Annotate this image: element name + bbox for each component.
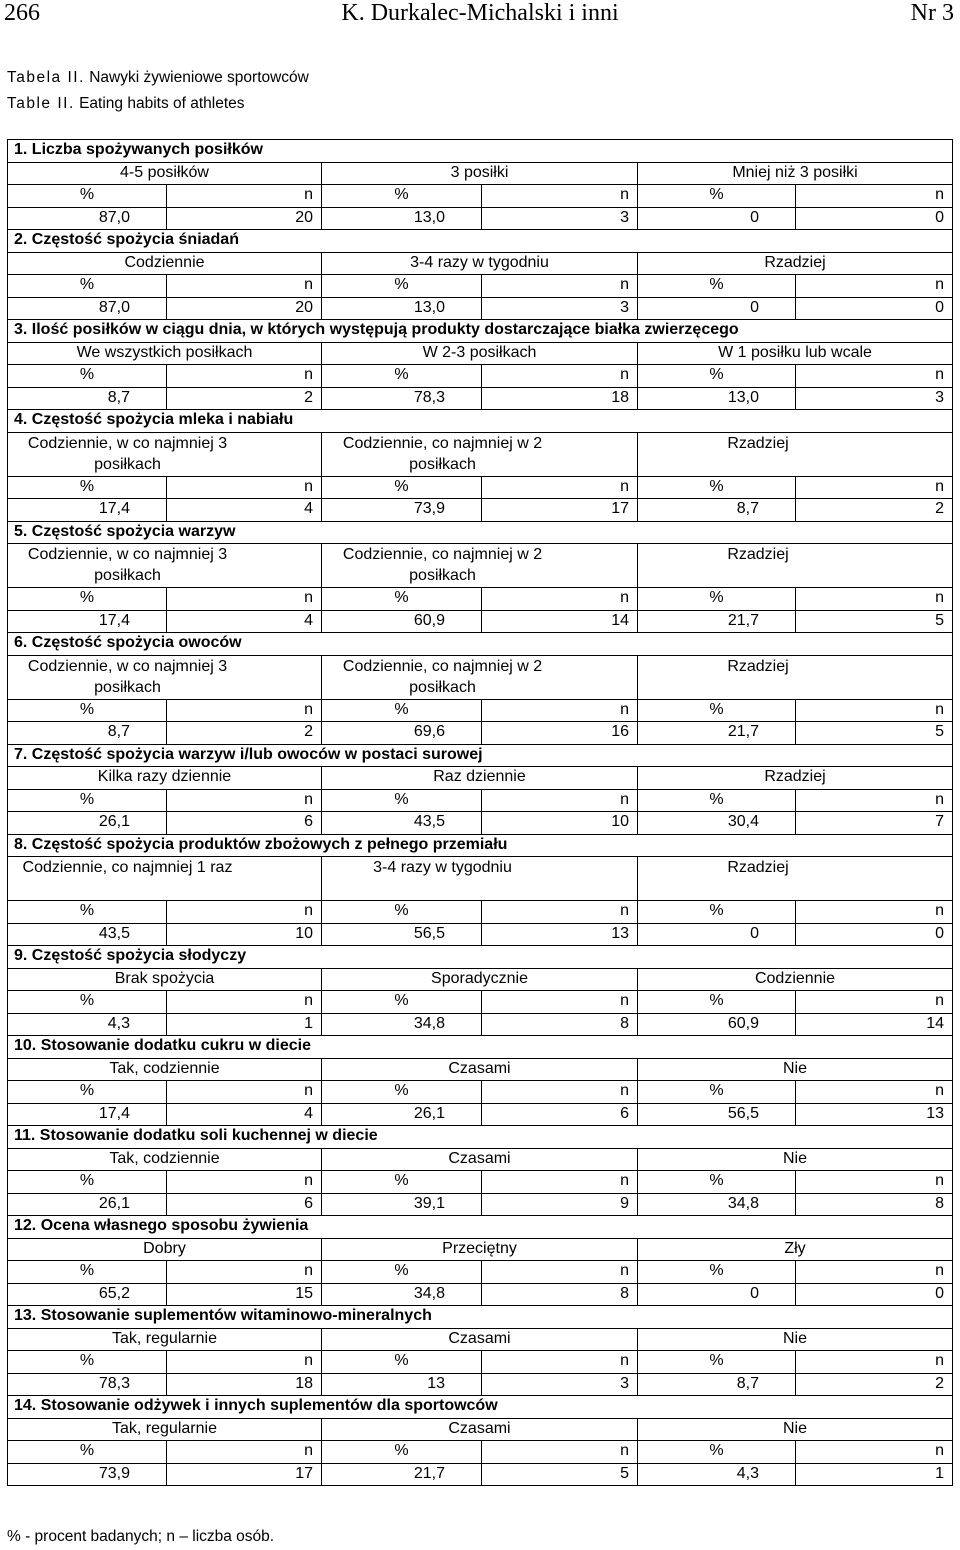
count-value: 6 — [167, 1193, 322, 1216]
percent-label: % — [322, 991, 482, 1014]
section-title: 2. Częstość spożycia śniadań — [8, 230, 953, 253]
category-row — [8, 162, 953, 185]
unit-label-row — [8, 1171, 953, 1194]
percent-label: % — [638, 476, 796, 499]
percent-value: 26,1 — [322, 1103, 482, 1126]
percent-value: 34,8 — [638, 1193, 796, 1216]
unit-label-row — [8, 1261, 953, 1284]
section-title-row — [8, 410, 953, 433]
percent-value: 43,5 — [8, 923, 167, 946]
unit-label-row — [8, 185, 953, 208]
category-label: 3-4 razy w tygodniu — [322, 252, 638, 275]
count-label: n — [167, 1171, 322, 1194]
unit-label-row — [8, 476, 953, 499]
count-label: n — [167, 185, 322, 208]
table-body — [8, 140, 953, 1486]
category-label: Codziennie, co najmniej w 2 posiłkach — [322, 432, 638, 476]
count-label: n — [482, 901, 638, 924]
category-label: Tak, codziennie — [8, 1148, 322, 1171]
category-label: Brak spożycia — [8, 968, 322, 991]
percent-label: % — [322, 275, 482, 298]
percent-label: % — [638, 185, 796, 208]
category-row — [8, 342, 953, 365]
percent-value: 13,0 — [638, 387, 796, 410]
count-value: 14 — [796, 1013, 953, 1036]
percent-value: 56,5 — [322, 923, 482, 946]
percent-value: 13 — [322, 1373, 482, 1396]
section-title: 14. Stosowanie odżywek i innych suplementów dla sportowców — [8, 1396, 953, 1419]
caption-label-pl: Tabela II. — [7, 69, 85, 86]
category-label: Codziennie, w co najmniej 3 posiłkach — [8, 432, 322, 476]
category-label: Czasami — [322, 1148, 638, 1171]
category-row — [8, 1418, 953, 1441]
count-value: 4 — [167, 1103, 322, 1126]
percent-label: % — [8, 789, 167, 812]
percent-label: % — [8, 699, 167, 722]
percent-label: % — [322, 1261, 482, 1284]
count-value: 14 — [482, 610, 638, 633]
section-title-row — [8, 1126, 953, 1149]
percent-label: % — [638, 1261, 796, 1284]
count-value: 17 — [482, 499, 638, 522]
count-value: 5 — [796, 722, 953, 745]
count-label: n — [796, 1351, 953, 1374]
count-label: n — [482, 1261, 638, 1284]
percent-label: % — [8, 901, 167, 924]
count-value: 0 — [796, 297, 953, 320]
count-label: n — [796, 901, 953, 924]
percent-value: 56,5 — [638, 1103, 796, 1126]
count-label: n — [796, 789, 953, 812]
count-value: 5 — [796, 610, 953, 633]
section-title-row — [8, 230, 953, 253]
percent-value: 43,5 — [322, 812, 482, 835]
category-label: Nie — [638, 1148, 953, 1171]
category-label: Codziennie, w co najmniej 3 posiłkach — [8, 655, 322, 699]
count-label: n — [796, 1441, 953, 1464]
count-label: n — [482, 699, 638, 722]
category-label: Codziennie — [638, 968, 953, 991]
category-label: Tak, codziennie — [8, 1058, 322, 1081]
percent-value: 8,7 — [8, 387, 167, 410]
count-label: n — [796, 275, 953, 298]
table-caption-pl — [7, 69, 309, 87]
percent-label: % — [638, 901, 796, 924]
section-title-row — [8, 521, 953, 544]
section-title: 9. Częstość spożycia słodyczy — [8, 946, 953, 969]
count-value: 10 — [167, 923, 322, 946]
count-value: 0 — [796, 923, 953, 946]
category-label: Tak, regularnie — [8, 1328, 322, 1351]
section-title: 12. Ocena własnego sposobu żywienia — [8, 1216, 953, 1239]
count-value: 3 — [482, 297, 638, 320]
unit-label-row — [8, 1351, 953, 1374]
section-title-row — [8, 946, 953, 969]
count-value: 16 — [482, 722, 638, 745]
count-label: n — [482, 588, 638, 611]
count-label: n — [796, 991, 953, 1014]
percent-label: % — [638, 699, 796, 722]
section-title-row — [8, 1306, 953, 1329]
count-value: 9 — [482, 1193, 638, 1216]
count-label: n — [167, 1261, 322, 1284]
count-label: n — [167, 1441, 322, 1464]
count-value: 13 — [482, 923, 638, 946]
count-label: n — [482, 1351, 638, 1374]
category-label: Czasami — [322, 1418, 638, 1441]
unit-label-row — [8, 991, 953, 1014]
count-value: 2 — [796, 1373, 953, 1396]
category-label: Rzadziej — [638, 252, 953, 275]
caption-text-pl: Nawyki żywieniowe sportowców — [89, 69, 309, 86]
percent-label: % — [322, 588, 482, 611]
category-label: Codziennie, co najmniej w 2 posiłkach — [322, 655, 638, 699]
percent-value: 78,3 — [322, 387, 482, 410]
category-row — [8, 252, 953, 275]
percent-value: 65,2 — [8, 1283, 167, 1306]
count-value: 2 — [796, 499, 953, 522]
unit-label-row — [8, 699, 953, 722]
category-label: Rzadziej — [638, 655, 953, 699]
percent-value: 0 — [638, 923, 796, 946]
percent-label: % — [638, 1171, 796, 1194]
count-value: 18 — [482, 387, 638, 410]
count-value: 4 — [167, 610, 322, 633]
value-row — [8, 297, 953, 320]
percent-label: % — [638, 1351, 796, 1374]
section-title-row — [8, 834, 953, 857]
count-value: 6 — [482, 1103, 638, 1126]
category-row — [8, 968, 953, 991]
category-label: Tak, regularnie — [8, 1418, 322, 1441]
percent-value: 4,3 — [638, 1463, 796, 1486]
percent-value: 17,4 — [8, 610, 167, 633]
count-value: 7 — [796, 812, 953, 835]
caption-text-en: Eating habits of athletes — [79, 95, 245, 112]
percent-value: 4,3 — [8, 1013, 167, 1036]
value-row — [8, 207, 953, 230]
percent-label: % — [8, 476, 167, 499]
category-label: Dobry — [8, 1238, 322, 1261]
category-label: Sporadycznie — [322, 968, 638, 991]
category-label: We wszystkich posiłkach — [8, 342, 322, 365]
count-value: 20 — [167, 207, 322, 230]
category-label: Przeciętny — [322, 1238, 638, 1261]
count-value: 8 — [482, 1013, 638, 1036]
value-row — [8, 1463, 953, 1486]
count-label: n — [796, 476, 953, 499]
percent-label: % — [8, 588, 167, 611]
section-title: 3. Ilość posiłków w ciągu dnia, w których występują produkty dostarczające białka zwierzęcego — [8, 320, 953, 343]
percent-label: % — [8, 991, 167, 1014]
percent-value: 0 — [638, 297, 796, 320]
section-title-row — [8, 1036, 953, 1059]
category-label: Rzadziej — [638, 857, 953, 901]
count-value: 15 — [167, 1283, 322, 1306]
eating-habits-table — [7, 139, 953, 1486]
percent-label: % — [8, 275, 167, 298]
count-value: 6 — [167, 812, 322, 835]
category-label: Codziennie, co najmniej 1 raz — [8, 857, 322, 901]
percent-label: % — [638, 1441, 796, 1464]
percent-label: % — [8, 1261, 167, 1284]
caption-label-en: Table II. — [7, 95, 75, 112]
count-label: n — [167, 275, 322, 298]
category-label: W 2-3 posiłkach — [322, 342, 638, 365]
value-row — [8, 1283, 953, 1306]
table-caption-en — [7, 95, 245, 113]
count-value: 20 — [167, 297, 322, 320]
value-row — [8, 1193, 953, 1216]
percent-label: % — [8, 1081, 167, 1104]
page-header — [0, 0, 960, 40]
percent-label: % — [322, 699, 482, 722]
count-value: 17 — [167, 1463, 322, 1486]
count-label: n — [482, 1441, 638, 1464]
category-label: Codziennie, co najmniej w 2 posiłkach — [322, 544, 638, 588]
count-label: n — [482, 185, 638, 208]
value-row — [8, 812, 953, 835]
count-value: 1 — [796, 1463, 953, 1486]
count-label: n — [796, 1081, 953, 1104]
percent-label: % — [322, 901, 482, 924]
value-row — [8, 1373, 953, 1396]
count-label: n — [482, 991, 638, 1014]
percent-label: % — [8, 365, 167, 388]
count-value: 1 — [167, 1013, 322, 1036]
category-label: 3-4 razy w tygodniu — [322, 857, 638, 901]
category-row — [8, 432, 953, 476]
count-value: 3 — [482, 1373, 638, 1396]
percent-label: % — [8, 185, 167, 208]
section-title: 11. Stosowanie dodatku soli kuchennej w diecie — [8, 1126, 953, 1149]
count-label: n — [796, 1171, 953, 1194]
percent-value: 21,7 — [638, 610, 796, 633]
category-label: 4-5 posiłków — [8, 162, 322, 185]
value-row — [8, 610, 953, 633]
percent-value: 8,7 — [638, 499, 796, 522]
percent-label: % — [638, 991, 796, 1014]
percent-value: 69,6 — [322, 722, 482, 745]
count-label: n — [796, 699, 953, 722]
section-title: 13. Stosowanie suplementów witaminowo-mineralnych — [8, 1306, 953, 1329]
unit-label-row — [8, 901, 953, 924]
count-label: n — [167, 901, 322, 924]
percent-label: % — [322, 1171, 482, 1194]
category-label: W 1 posiłku lub wcale — [638, 342, 953, 365]
count-label: n — [167, 588, 322, 611]
count-label: n — [167, 1081, 322, 1104]
percent-label: % — [8, 1351, 167, 1374]
section-title-row — [8, 744, 953, 767]
percent-value: 60,9 — [638, 1013, 796, 1036]
unit-label-row — [8, 275, 953, 298]
category-label: Mniej niż 3 posiłki — [638, 162, 953, 185]
percent-value: 26,1 — [8, 812, 167, 835]
section-title: 1. Liczba spożywanych posiłków — [8, 140, 953, 163]
count-value: 0 — [796, 1283, 953, 1306]
unit-label-row — [8, 365, 953, 388]
count-label: n — [796, 1261, 953, 1284]
section-title-row — [8, 1216, 953, 1239]
section-title-row — [8, 633, 953, 656]
percent-label: % — [638, 1081, 796, 1104]
count-value: 4 — [167, 499, 322, 522]
percent-value: 17,4 — [8, 1103, 167, 1126]
count-label: n — [796, 185, 953, 208]
category-label: Czasami — [322, 1058, 638, 1081]
issue-number: Nr 3 — [910, 0, 954, 26]
percent-label: % — [322, 476, 482, 499]
count-label: n — [167, 699, 322, 722]
section-title: 10. Stosowanie dodatku cukru w diecie — [8, 1036, 953, 1059]
section-title-row — [8, 320, 953, 343]
category-label: 3 posiłki — [322, 162, 638, 185]
category-label: Codziennie, w co najmniej 3 posiłkach — [8, 544, 322, 588]
percent-value: 26,1 — [8, 1193, 167, 1216]
percent-value: 8,7 — [8, 722, 167, 745]
percent-value: 0 — [638, 1283, 796, 1306]
category-row — [8, 544, 953, 588]
section-title: 8. Częstość spożycia produktów zbożowych z pełnego przemiału — [8, 834, 953, 857]
category-row — [8, 1238, 953, 1261]
category-label: Kilka razy dziennie — [8, 767, 322, 790]
page-number: 266 — [4, 0, 40, 26]
unit-label-row — [8, 588, 953, 611]
percent-label: % — [638, 365, 796, 388]
category-row — [8, 655, 953, 699]
percent-label: % — [8, 1171, 167, 1194]
value-row — [8, 387, 953, 410]
value-row — [8, 499, 953, 522]
percent-label: % — [322, 1351, 482, 1374]
category-row — [8, 767, 953, 790]
percent-label: % — [322, 365, 482, 388]
percent-value: 73,9 — [8, 1463, 167, 1486]
count-value: 8 — [796, 1193, 953, 1216]
count-label: n — [482, 789, 638, 812]
value-row — [8, 923, 953, 946]
count-label: n — [167, 991, 322, 1014]
category-label: Nie — [638, 1418, 953, 1441]
category-row — [8, 1058, 953, 1081]
section-title: 4. Częstość spożycia mleka i nabiału — [8, 410, 953, 433]
percent-label: % — [322, 185, 482, 208]
count-value: 3 — [482, 207, 638, 230]
count-label: n — [167, 476, 322, 499]
count-value: 13 — [796, 1103, 953, 1126]
section-title: 6. Częstość spożycia owoców — [8, 633, 953, 656]
percent-value: 34,8 — [322, 1283, 482, 1306]
category-label: Rzadziej — [638, 767, 953, 790]
count-label: n — [482, 275, 638, 298]
count-label: n — [482, 365, 638, 388]
category-label: Nie — [638, 1058, 953, 1081]
percent-value: 21,7 — [322, 1463, 482, 1486]
count-label: n — [796, 365, 953, 388]
category-label: Rzadziej — [638, 544, 953, 588]
count-value: 8 — [482, 1283, 638, 1306]
count-label: n — [167, 1351, 322, 1374]
value-row — [8, 1013, 953, 1036]
count-value: 0 — [796, 207, 953, 230]
count-label: n — [482, 1081, 638, 1104]
percent-label: % — [8, 1441, 167, 1464]
unit-label-row — [8, 1441, 953, 1464]
count-value: 18 — [167, 1373, 322, 1396]
table-footnote: % - procent badanych; n – liczba osób. — [7, 1528, 275, 1545]
section-title: 7. Częstość spożycia warzyw i/lub owoców w postaci surowej — [8, 744, 953, 767]
count-label: n — [167, 789, 322, 812]
percent-value: 78,3 — [8, 1373, 167, 1396]
percent-value: 34,8 — [322, 1013, 482, 1036]
category-label: Zły — [638, 1238, 953, 1261]
running-title: K. Durkalec-Michalski i inni — [341, 0, 619, 26]
percent-value: 13,0 — [322, 297, 482, 320]
category-label: Codziennie — [8, 252, 322, 275]
section-title: 5. Częstość spożycia warzyw — [8, 521, 953, 544]
percent-label: % — [638, 588, 796, 611]
count-value: 2 — [167, 722, 322, 745]
count-value: 3 — [796, 387, 953, 410]
count-label: n — [167, 365, 322, 388]
percent-value: 39,1 — [322, 1193, 482, 1216]
value-row — [8, 722, 953, 745]
percent-label: % — [638, 275, 796, 298]
category-row — [8, 857, 953, 901]
percent-value: 87,0 — [8, 297, 167, 320]
category-label: Nie — [638, 1328, 953, 1351]
category-label: Raz dziennie — [322, 767, 638, 790]
category-label: Czasami — [322, 1328, 638, 1351]
percent-label: % — [322, 1441, 482, 1464]
category-row — [8, 1148, 953, 1171]
percent-label: % — [638, 789, 796, 812]
count-label: n — [482, 1171, 638, 1194]
count-value: 10 — [482, 812, 638, 835]
percent-value: 0 — [638, 207, 796, 230]
percent-value: 13,0 — [322, 207, 482, 230]
count-label: n — [796, 588, 953, 611]
unit-label-row — [8, 789, 953, 812]
unit-label-row — [8, 1081, 953, 1104]
count-label: n — [482, 476, 638, 499]
category-row — [8, 1328, 953, 1351]
section-title-row — [8, 1396, 953, 1419]
count-value: 5 — [482, 1463, 638, 1486]
percent-label: % — [322, 789, 482, 812]
percent-value: 21,7 — [638, 722, 796, 745]
percent-value: 17,4 — [8, 499, 167, 522]
category-label: Rzadziej — [638, 432, 953, 476]
percent-value: 8,7 — [638, 1373, 796, 1396]
percent-value: 87,0 — [8, 207, 167, 230]
value-row — [8, 1103, 953, 1126]
percent-value: 30,4 — [638, 812, 796, 835]
section-title-row — [8, 140, 953, 163]
percent-value: 60,9 — [322, 610, 482, 633]
percent-value: 73,9 — [322, 499, 482, 522]
percent-label: % — [322, 1081, 482, 1104]
count-value: 2 — [167, 387, 322, 410]
